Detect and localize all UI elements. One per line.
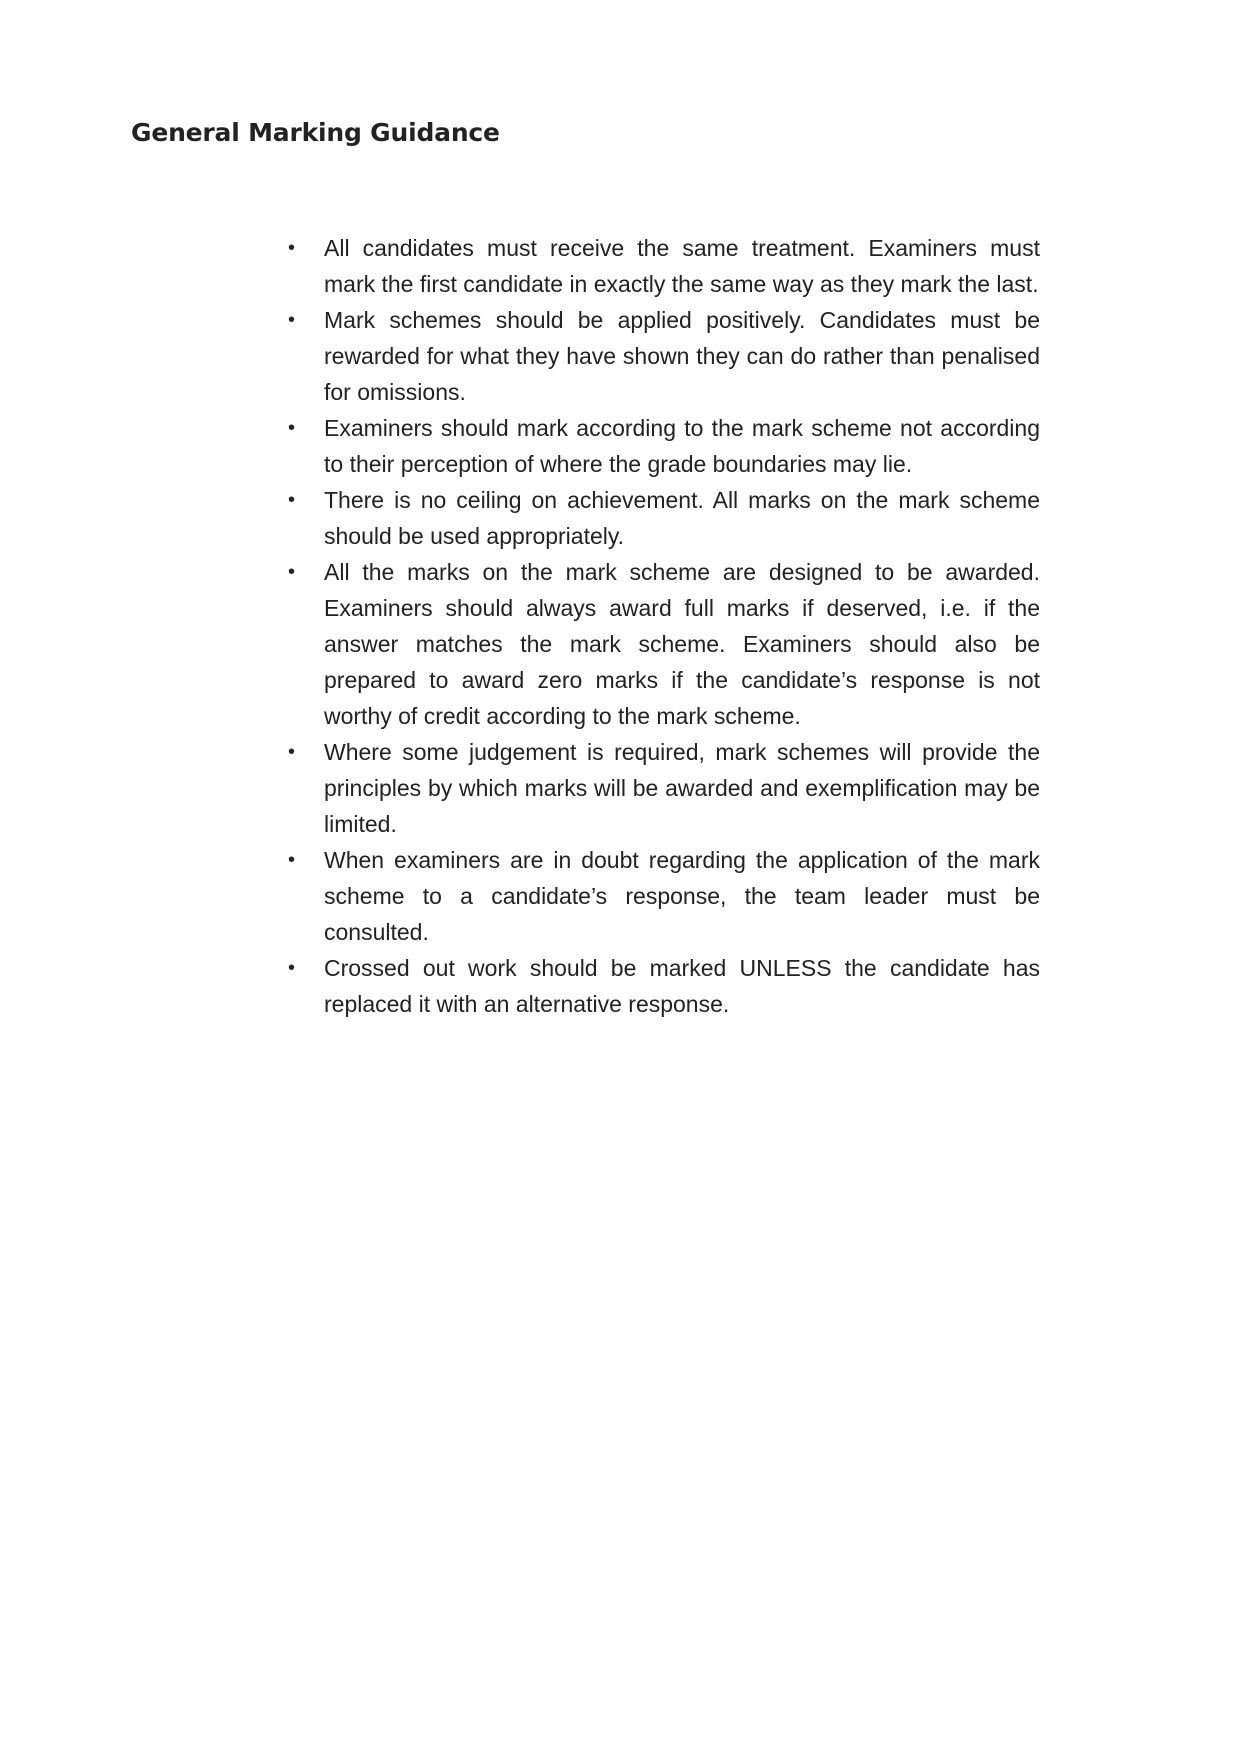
bullet-icon: • [288,489,296,511]
list-item [286,482,1040,554]
guidance-list [286,230,1040,1022]
bullet-icon: • [288,309,296,331]
bullet-icon: • [288,849,296,871]
page-title: General Marking Guidance [131,118,500,147]
list-item-text: When examiners are in doubt regarding the application of the mark scheme to a candidate’s response, the team leader must be consulted. [324,847,1040,945]
list-item [286,734,1040,842]
list-item [286,950,1040,1022]
list-item [286,230,1040,302]
bullet-icon: • [288,561,296,583]
list-item-text: There is no ceiling on achievement. All marks on the mark scheme should be used appropriately. [324,487,1040,549]
list-item [286,842,1040,950]
bullet-icon: • [288,417,296,439]
bullet-icon: • [288,741,296,763]
list-item [286,302,1040,410]
bullet-icon: • [288,237,296,259]
list-item-text: Mark schemes should be applied positively. Candidates must be rewarded for what they have shown they can do rather than penalised for omissions. [324,307,1040,405]
list-item-text: All candidates must receive the same treatment. Examiners must mark the first candidate in exactly the same way as they mark the last. [324,235,1040,297]
list-item-text: Crossed out work should be marked UNLESS the candidate has replaced it with an alternative response. [324,955,1040,1017]
list-item [286,410,1040,482]
list-item-text: All the marks on the mark scheme are designed to be awarded. Examiners should always award full marks if deserved, i.e. if the answer matches the mark scheme. Examiners should also be prepared to award zero marks if the candidate’s response is not worthy of credit according to the mark scheme. [324,559,1040,729]
bullet-icon: • [288,957,296,979]
list-item [286,554,1040,734]
list-item-text: Examiners should mark according to the mark scheme not according to their perception of where the grade boundaries may lie. [324,415,1040,477]
list-item-text: Where some judgement is required, mark schemes will provide the principles by which marks will be awarded and exemplification may be limited. [324,739,1040,837]
